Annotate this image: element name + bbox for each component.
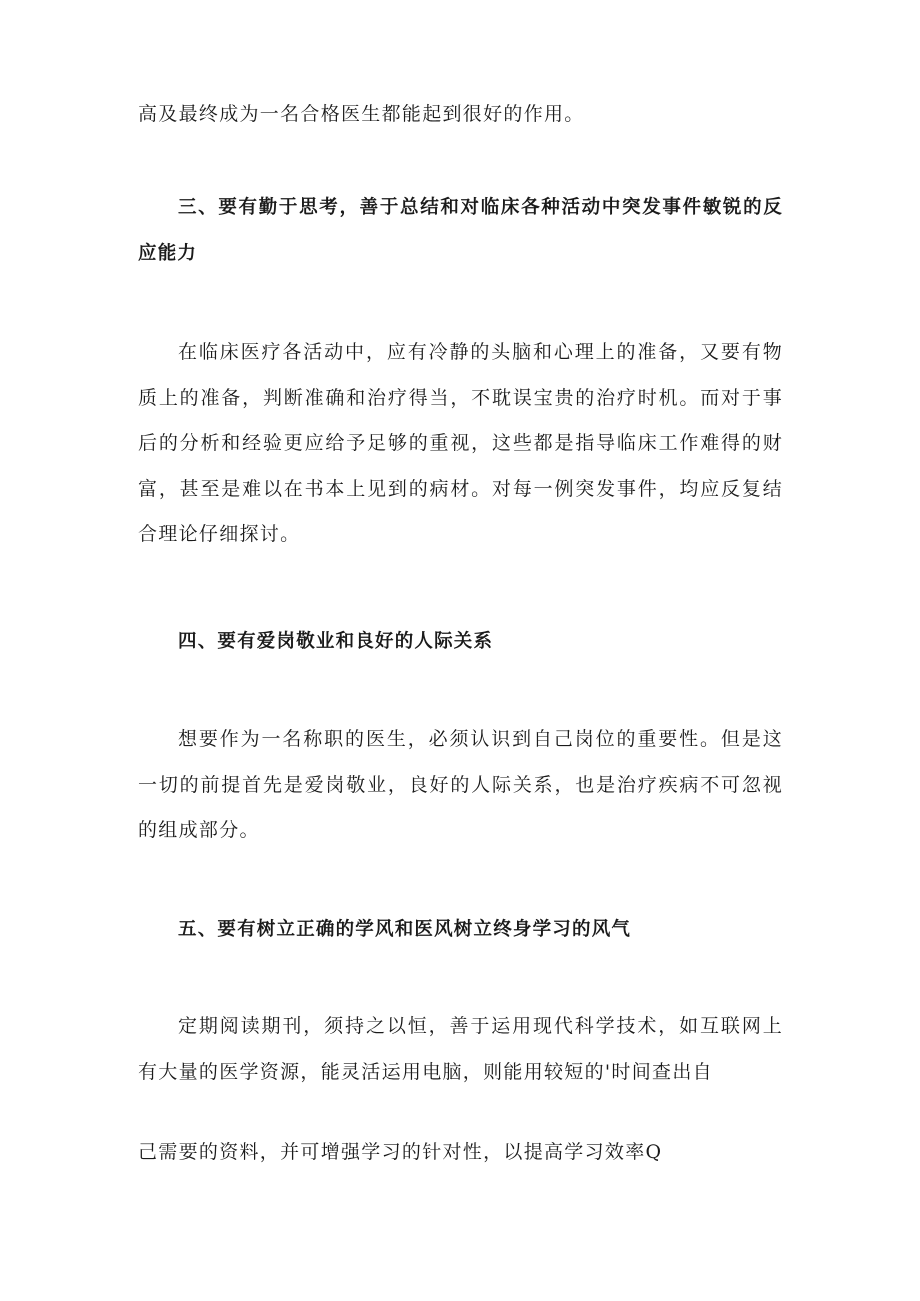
heading-section-5: 五、要有树立正确的学风和医风树立终身学习的风气	[178, 919, 632, 940]
heading-section-3: 三、要有勤于思考，善于总结和对临床各种活动中突发事件敏锐的反应能力	[138, 197, 783, 264]
heading-section-4: 四、要有爱岗敬业和良好的人际关系	[178, 631, 494, 652]
paragraph-section-5-part2: 己需要的资料，并可增强学习的针对性，以提高学习效率Q	[138, 1141, 663, 1163]
paragraph-intro-tail: 高及最终成为一名合格医生都能起到很好的作用。	[138, 103, 585, 125]
paragraph-section-5-part1: 定期阅读期刊，须持之以恒，善于运用现代科学技术，如互联网上有大量的医学资源，能灵活运用电脑，则能用较短的'时间查出自	[138, 1015, 783, 1083]
paragraph-section-4: 想要作为一名称职的医生，必须认识到自己岗位的重要性。但是这一切的前提首先是爱岗敬业，良好的人际关系，也是治疗疾病不可忽视的组成部分。	[138, 728, 783, 841]
document-page	[138, 0, 783, 1301]
paragraph-section-3: 在临床医疗各活动中，应有冷静的头脑和心理上的准备，又要有物质上的准备，判断准确和治疗得当，不耽误宝贵的治疗时机。而对于事后的分析和经验更应给予足够的重视，这些都是指导临床工作难得的财富，甚至是难以在书本上见到的病材。对每一例突发事件，均应反复结合理论仔细探讨。	[138, 341, 783, 545]
